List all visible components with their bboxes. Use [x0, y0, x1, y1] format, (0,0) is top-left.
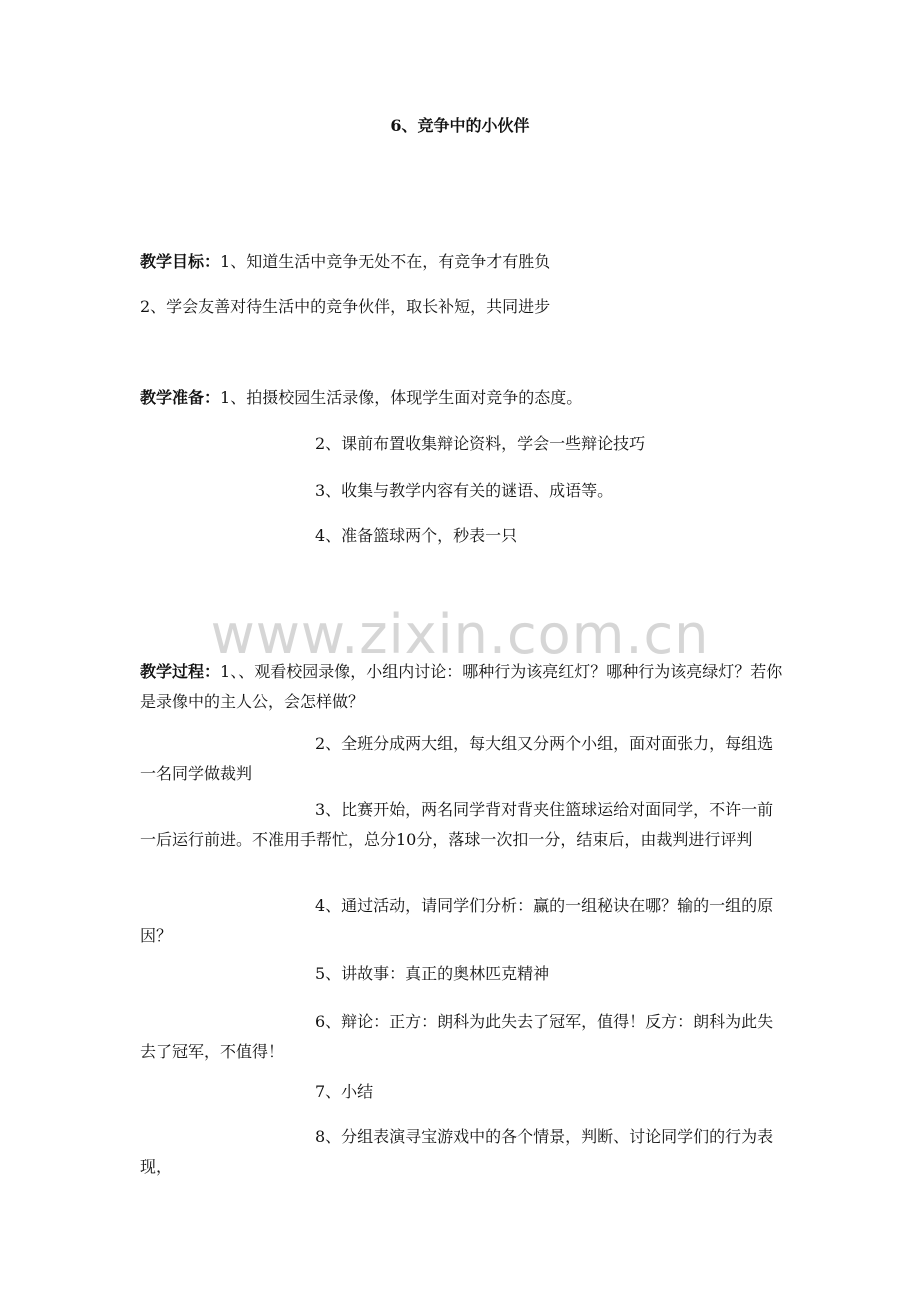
process-item-3: 3、比赛开始，两名同学背对背夹住篮球运给对面同学，不许一前一后运行前进。不准用手帮忙，总分10分，落球一次扣一分，结束后，由裁判进行评判 [140, 800, 774, 849]
process-item-8: 8、分组表演寻宝游戏中的各个情景，判断、讨论同学们的行为表现， [140, 1127, 774, 1176]
process-item-1: 1、、观看校园录像，小组内讨论：哪种行为该亮红灯？哪种行为该亮绿灯？若你是录像中的主人公，会怎样做？ [140, 662, 783, 711]
prep-label: 教学准备： [140, 388, 221, 407]
process-item-2: 2、全班分成两大组，每大组又分两个小组，面对面张力，每组选一名同学做裁判 [140, 734, 774, 783]
process-line-1 [140, 657, 786, 717]
goals-label: 教学目标： [140, 252, 221, 271]
prep-item-2: 2、课前布置收集辩论资料，学会一些辩论技巧 [315, 434, 646, 453]
watermark: www.zixin.com.cn [210, 603, 710, 666]
process-item-7: 7、小结 [315, 1082, 374, 1101]
prep-line-1 [140, 383, 786, 413]
process-label: 教学过程： [140, 662, 221, 681]
goals-text-1: 1、知道生活中竞争无处不在，有竞争才有胜负 [220, 252, 551, 271]
goals-line-1 [140, 247, 786, 277]
prep-item-3: 3、收集与教学内容有关的谜语、成语等。 [315, 481, 614, 500]
process-item-4: 4、通过活动，请同学们分析：赢的一组秘诀在哪？输的一组的原因？ [140, 896, 774, 945]
prep-item-4: 4、准备篮球两个，秒表一只 [315, 526, 518, 545]
goals-line-2: 2、学会友善对待生活中的竞争伙伴，取长补短，共同进步 [140, 297, 551, 316]
process-item-5: 5、讲故事：真正的奥林匹克精神 [315, 964, 550, 983]
document-title: 6、竞争中的小伙伴 [390, 116, 530, 135]
process-item-6: 6、辩论：正方：朗科为此失去了冠军，值得！反方：朗科为此失去了冠军，不值得！ [140, 1012, 774, 1061]
prep-item-1: 1、拍摄校园生活录像，体现学生面对竞争的态度。 [220, 388, 583, 407]
